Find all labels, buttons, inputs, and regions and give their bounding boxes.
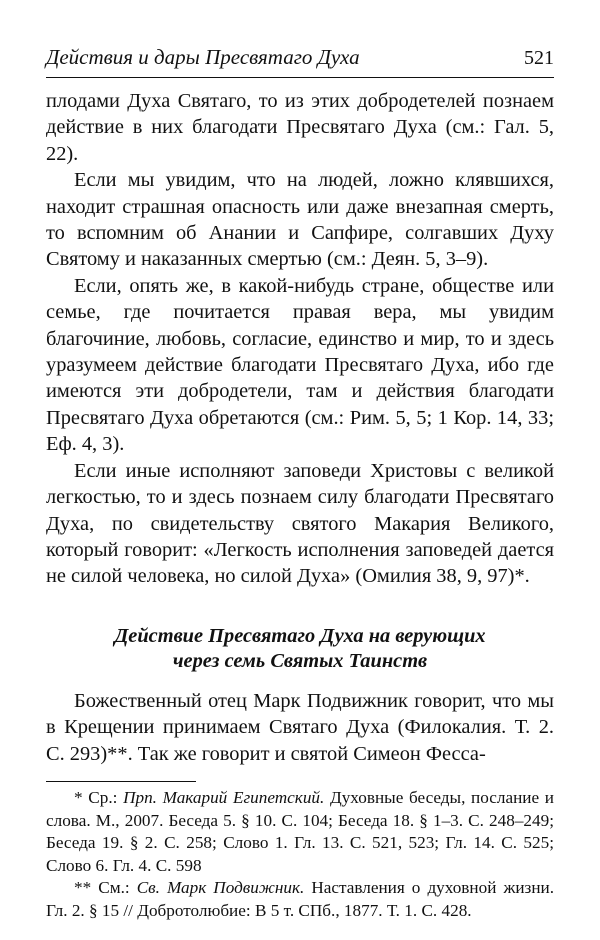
section-heading-line: Действие Пресвятаго Духа на верующих: [114, 624, 486, 647]
section-heading: [46, 624, 554, 674]
footnote-author: Св. Марк Подвижник.: [136, 878, 305, 898]
paragraph: Если иные исполняют заповеди Христовы с великой легкостью, то и здесь познаем силу благодати Пресвятаго Духа, по свидетельству святого Макария Великого, который говорит: «Легкость исполнения заповедей дается не силой человека, но силой Духа» (Омилия 38, 9, 97)*.: [46, 459, 554, 588]
running-header: [46, 44, 554, 78]
running-title: Действия и дары Пресвятаго Духа: [46, 45, 360, 69]
footnotes: [46, 781, 554, 923]
footnote-author: Прп. Макарий Египетский.: [123, 787, 325, 807]
page-number: 521: [524, 47, 554, 69]
footnote-rule: [46, 781, 196, 782]
paragraph: Божественный отец Марк Подвижник говорит, что мы в Крещении принимаем Святаго Духа (Филокалия. Т. 2. С. 293)**. Так же говорит и святой Симеон Фесса-: [46, 689, 554, 765]
footnote-text: Наставления о духовной жизни. Гл. 2. § 15 // Добротолюбие: В 5 т. СПб., 1877. Т. 1. С. 428.: [46, 878, 555, 920]
section-heading-line: через семь Святых Таинств: [172, 649, 428, 672]
footnote: [46, 877, 554, 922]
paragraph: Если мы увидим, что на людей, ложно клявшихся, находит страшная опасность или даже внезапная смерть, то вспомним об Анании и Сапфире, солгавших Духу Святому и наказанных смертью (см.: Деян. 5, 3–9).: [46, 169, 554, 271]
paragraph: Если, опять же, в какой-нибудь стране, обществе или семье, где почитается правая вера, мы увидим благочиние, любовь, согласие, единство и мир, то и здесь уразумеем действие благодати Пресвятаго Духа, ибо где имеются эти добродетели, там и действия благодати Пресвятаго Духа обретаются (см.: Рим. 5, 5; 1 Кор. 14, 33; Еф. 4, 3).: [46, 274, 554, 456]
footnote-text: Духовные беседы, послание и слова. М., 2007. Беседа 5. § 10. С. 104; Беседа 18. § 1–3. С. 248–249; Беседа 19. § 2. С. 258; Слово 1. Гл. 13. С. 521, 523; Гл. 14. С. 525; Слово 6. Гл. 4. С. 598: [46, 787, 554, 875]
body-text: [46, 88, 554, 767]
footnote: [46, 787, 554, 877]
book-page: [46, 44, 554, 923]
footnote-marker: ** См.:: [74, 878, 130, 898]
paragraph: плодами Духа Святаго, то из этих добродетелей познаем действие в них благодати Пресвятаго Духа (см.: Гал. 5, 22).: [46, 90, 554, 165]
footnote-marker: * Ср.:: [74, 787, 118, 807]
